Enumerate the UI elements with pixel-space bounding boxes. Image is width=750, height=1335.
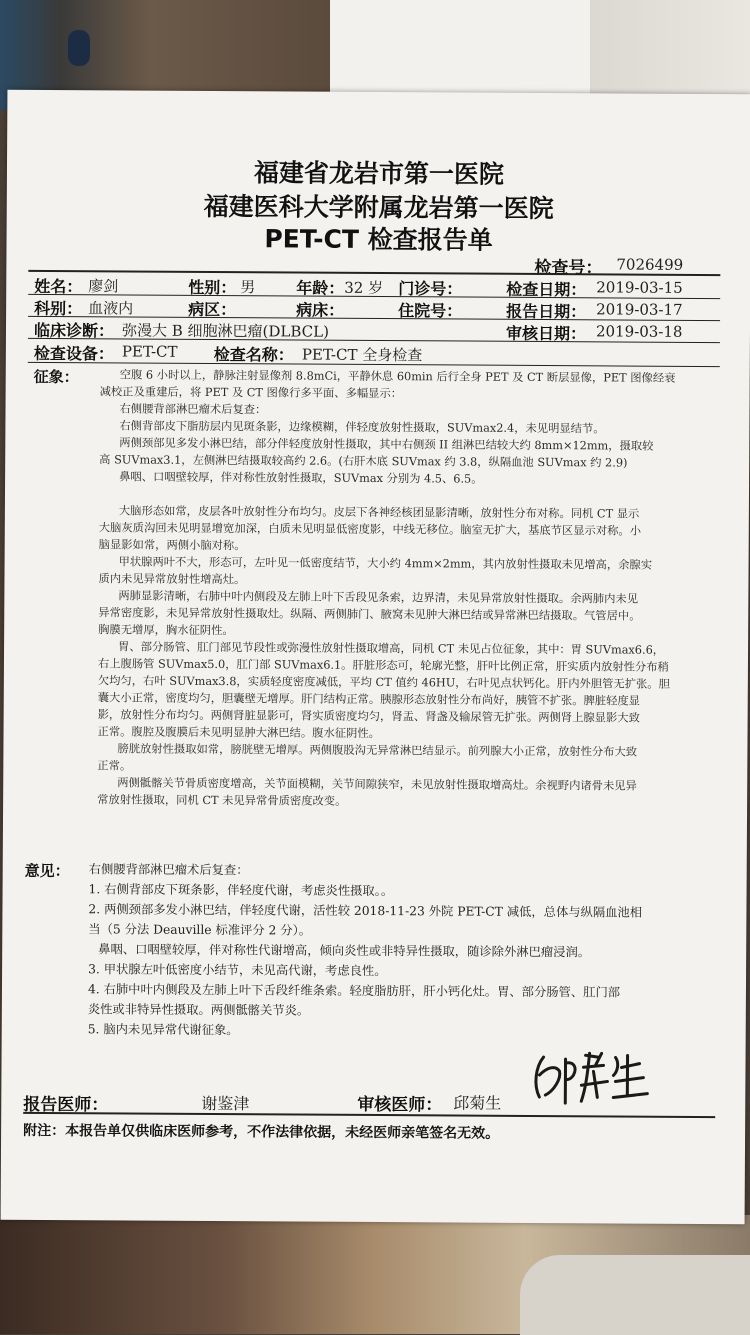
findings-line: 脑显影如常，两侧小脑对称。 <box>98 538 246 553</box>
exam-name-value: PET-CT 全身检查 <box>301 345 423 365</box>
report-paper <box>1 90 750 1225</box>
findings-line: 正常。腹腔及腹膜后未见明显肿大淋巴结。腹水征阴性。 <box>97 725 381 741</box>
report-date-label: 报告日期： <box>506 301 587 322</box>
findings-line: 膀胱放射性摄取如常，膀胱壁无增厚。两侧腹股沟无异常淋巴结显示。前列腺大小正常，放射性分布大致 <box>117 742 638 759</box>
reviewer-label: 审核医师： <box>357 1094 443 1116</box>
findings-line: 右上腹肠管 SUVmax5.0，肛门部 SUVmax6.1。肝脏形态可，轮廓光整，肝叶比例正常，肝实质内放射性分布稍 <box>97 657 669 674</box>
handwritten-signature <box>529 1045 659 1116</box>
device-label: 检查设备： <box>33 343 114 364</box>
age-value: 32 岁 <box>344 278 384 298</box>
findings-line: 异常密度影，未见异常放射性摄取灶。纵隔、两侧肺门、腋窝未见肿大淋巴结或异常淋巴结摄取。气管居中。 <box>98 606 641 623</box>
exam-no-label: 检查号： <box>534 257 603 279</box>
findings-line: 高 SUVmax3.1，左侧淋巴结摄取较高约 2.6。(右肝木底 SUVmax 约 3.8，纵隔血池 SUVmax 约 2.9) <box>99 453 628 470</box>
reviewer-name: 邱菊生 <box>453 1093 502 1113</box>
hospital-affiliation: 福建医科大学附属龙岩第一医院 <box>203 191 554 224</box>
inpatient-no-label: 住院号： <box>398 301 463 321</box>
exam-no-value: 7026499 <box>616 255 684 274</box>
report-date-value: 2019-03-17 <box>596 300 683 319</box>
findings-line: 大脑形态如常，皮层各叶放射性分布均匀。皮层下各神经核团显影清晰，放射性分布对称。同机 CT 显示 <box>118 504 640 521</box>
clinic-no-label: 门诊号： <box>398 279 463 299</box>
exam-name-label: 检查名称： <box>213 345 294 365</box>
sex-label: 性别： <box>188 277 237 298</box>
findings-line: 质内未见异常放射性增高灶。 <box>98 572 246 587</box>
reporter-label: 报告医师： <box>23 1094 109 1116</box>
review-date-value: 2019-03-18 <box>595 322 683 341</box>
opinion-line: 4. 右肺中叶内侧段及左肺上叶下舌段纤维条索。轻度脂肪肝，肝小钙化灶。胃、部分肠管、肛门部 <box>87 982 621 1000</box>
opinion-line: 3. 甲状腺左叶低密度小结节，未见高代谢，考虑良性。 <box>88 962 387 979</box>
findings-line: 空腹 6 小时以上，静脉注射显像剂 8.8mCi，平静休息 60min 后行全身 PET 及 CT 断层显像，PET 图像经衰 <box>119 368 676 385</box>
findings-line: 影，放射性分布均匀。两侧肾脏显影可，肾实质密度均匀，肾盂、肾盏及输尿管无扩张。两侧肾上腺显影大致 <box>97 708 640 725</box>
findings-line: 正常。 <box>97 759 132 773</box>
dept-value: 血液内 <box>88 299 134 318</box>
sex-value: 男 <box>240 278 256 297</box>
findings-line: 右侧腰背部淋巴瘤术后复查： <box>119 402 267 417</box>
opinion-line: 右侧腰背部淋巴瘤术后复查： <box>88 862 249 878</box>
exam-date-value: 2019-03-15 <box>596 278 683 297</box>
findings-line: 两肺显影清晰，右肺中叶内侧段及左肺上叶下舌段见条索，边界清，未见异常放射性摄取。余两肺内未见 <box>118 589 639 606</box>
age-label: 年龄： <box>296 278 345 298</box>
findings-line: 常放射性摄取，同机 CT 未见异常骨质密度改变。 <box>97 793 347 808</box>
findings-line: 甲状腺两叶不大，形态可，左叶见一低密度结节，大小约 4mm×2mm，其内放射性摄取未见增高，余腺实 <box>118 555 653 572</box>
findings-label: 征象： <box>33 367 79 387</box>
report-title: PET-CT 检查报告单 <box>264 224 493 255</box>
findings-line: 欠均匀，右叶 SUVmax3.8，实质轻度密度减低，平均 CT 值约 46HU，右叶见点状钙化。肝内外胆管无扩张。胆 <box>97 674 670 691</box>
name-value: 廖剑 <box>88 277 119 296</box>
opinion-line: 当（5 分法 Deauville 标准评分 2 分）。 <box>88 922 312 938</box>
diagnosis-value: 弥漫大 B 细胞淋巴瘤(DLBCL) <box>121 321 330 341</box>
findings-line: 两侧颈部见多发小淋巴结，部分伴轻度放射性摄取，其中右侧颈 II 组淋巴结较大约 8mm×12mm，摄取较 <box>119 436 654 453</box>
opinion-line: 5. 脑内未见异常代谢征象。 <box>87 1022 239 1038</box>
bed-label: 病床： <box>296 300 345 320</box>
diagnosis-label: 临床诊断： <box>33 320 115 341</box>
opinion-line: 鼻咽、口咽壁较厚，伴对称性代谢增高，倾向炎性或非特异性摄取，随诊除外淋巴瘤浸润。 <box>98 942 591 960</box>
findings-line: 减校正及重建后，将 PET 及 CT 图像行多平面、多幅显示： <box>99 385 403 401</box>
findings-line: 胸膜无增厚，胸水征阴性。 <box>98 623 234 638</box>
name-label: 姓名： <box>34 276 83 297</box>
opinion-line: 炎性或非特异性摄取。两侧骶髂关节炎。 <box>87 1002 310 1018</box>
opinion-line: 2. 两侧颈部多发小淋巴结，伴轻度代谢，活性较 2018-11-23 外院 PET-CT 减低，总体与纵隔血池相 <box>88 902 643 920</box>
background-bottom <box>0 1215 750 1334</box>
opinion-label: 意见： <box>24 861 70 881</box>
findings-line: 囊大小正常，密度均匀，胆囊壁无增厚。肝门结构正常。胰腺形态放射性分布尚好，胰管不扩张。脾脏轻度显 <box>97 691 641 708</box>
review-date-label: 审核日期： <box>505 323 587 344</box>
hospital-name: 福建省龙岩市第一医院 <box>253 158 505 189</box>
findings-line: 鼻咽、口咽壁较厚，伴对称性放射性摄取，SUVmax 分别为 4.5、6.5。 <box>119 470 483 486</box>
ward-label: 病区： <box>188 299 237 320</box>
background-cloth <box>520 1255 750 1335</box>
findings-line: 胃、部分肠管、肛门部见节段性或弥漫性放射性摄取增高，同机 CT 未见占位征象，其中：胃 SUVmax6.6， <box>118 640 665 657</box>
footer-note: 附注：本报告单仅供临床医师参考，不作法律依据，未经医师亲笔签名无效。 <box>23 1122 500 1142</box>
findings-line: 大脑灰质沟回未见明显增宽加深，白质未见明显低密度影，中线无移位。脑室无扩大，基底节区显示对称。小 <box>98 521 642 538</box>
findings-line: 右侧背部皮下脂肪层内见斑条影，边缘模糊，伴轻度放射性摄取，SUVmax2.4，未见明显结节。 <box>119 419 605 436</box>
reporter-name: 谢鉴津 <box>201 1093 250 1114</box>
dept-label: 科别： <box>34 298 83 319</box>
findings-line: 两侧骶髂关节骨质密度增高，关节面模糊，关节间隙狭窄，未见放射性摄取增高灶。余视野内诸骨未见异 <box>117 776 637 793</box>
background-object <box>68 30 90 66</box>
exam-date-label: 检查日期： <box>506 279 587 300</box>
opinion-line: 1. 右侧背部皮下斑条影，伴轻度代谢，考虑炎性摄取。。 <box>88 882 394 899</box>
device-value: PET-CT <box>121 342 178 361</box>
